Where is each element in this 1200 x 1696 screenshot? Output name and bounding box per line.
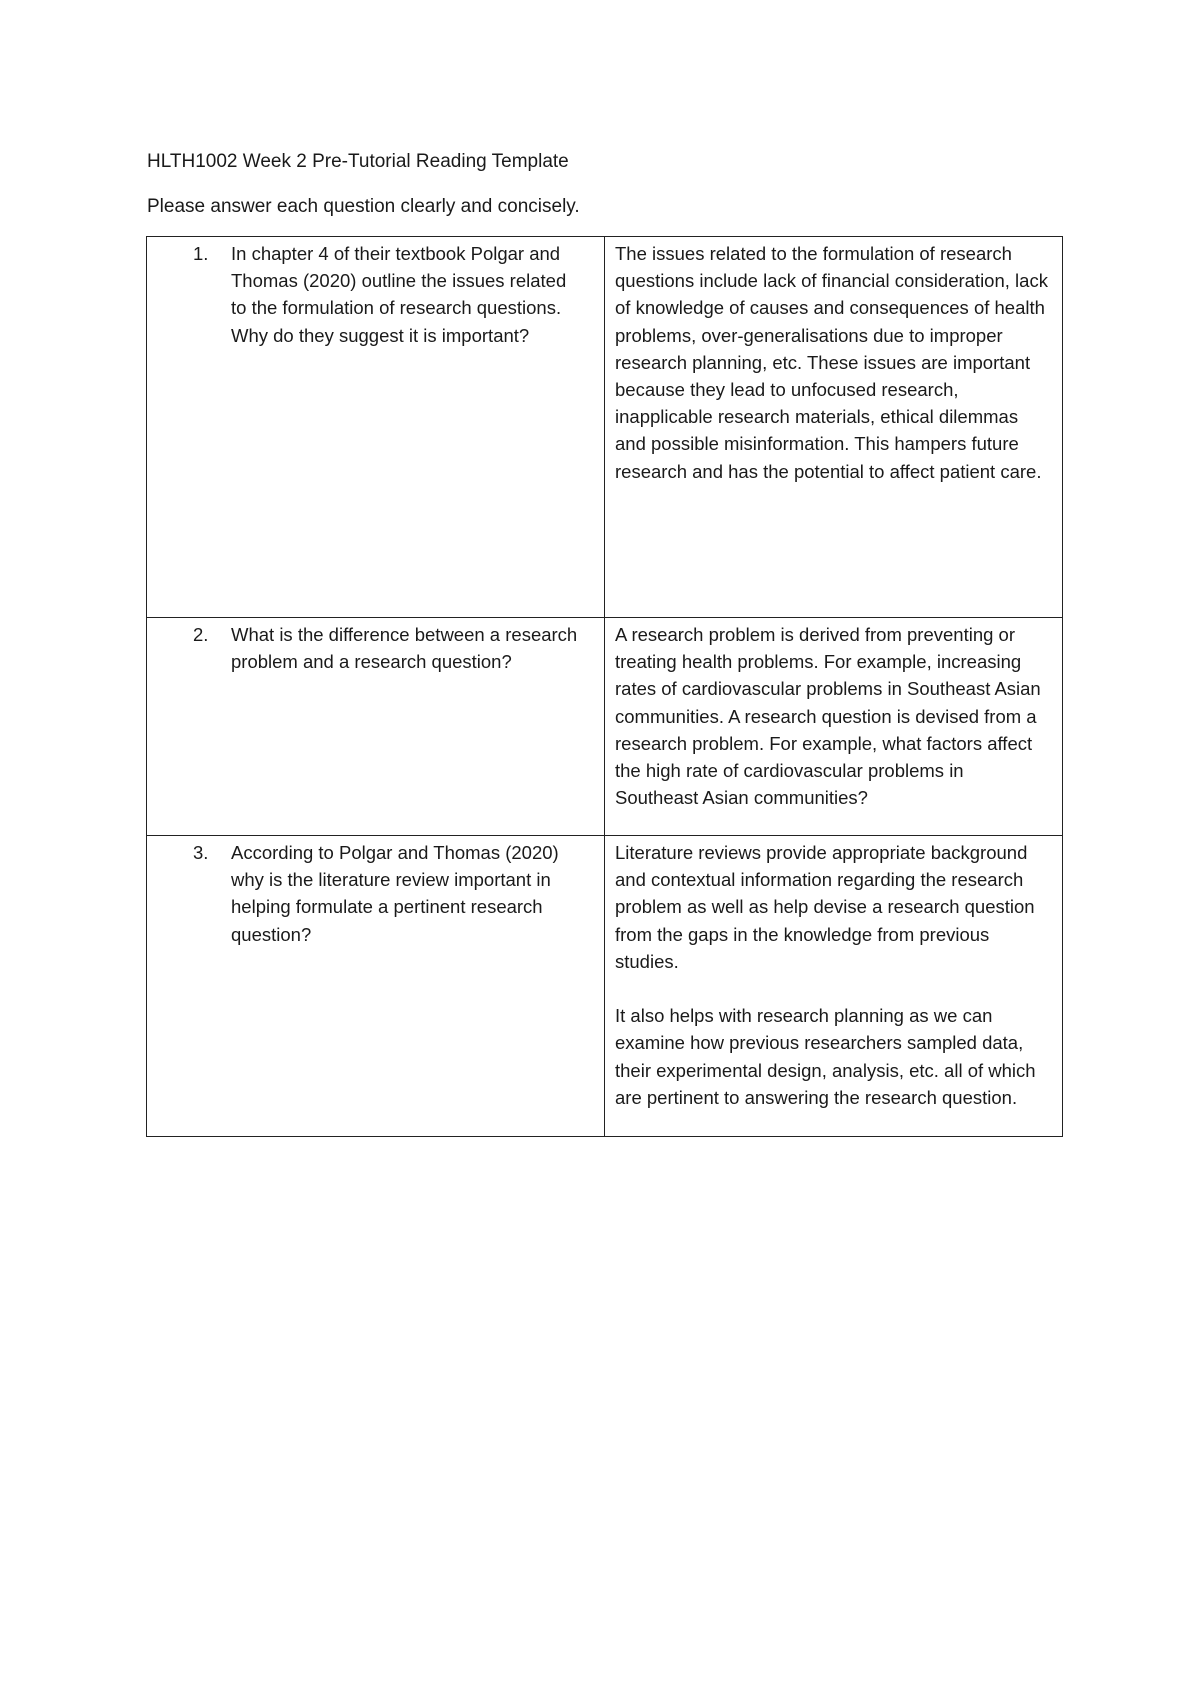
answer-paragraph: The issues related to the formulation of research questions include lack of financial consideration, lack of knowledge of causes and consequences of health problems, over-generalisations due to improper research planning, etc. These issues are important because they lead to unfocused research, inapplicable research materials, ethical dilemmas and possible misinformation. This hampers future research and has the potential to affect patient care. [615,243,1048,482]
question-cell [147,237,605,618]
answer-paragraph: It also helps with research planning as we can examine how previous researchers sampled data, their experimental design, analysis, etc. all of which are pertinent to answering the research question. [615,1005,1036,1108]
answer-paragraph: Literature reviews provide appropriate background and contextual information regarding the research problem as well as help devise a research question from the gaps in the knowledge from previous studies. [615,842,1035,972]
answer-cell [605,618,1063,836]
document-title: HLTH1002 Week 2 Pre-Tutorial Reading Template [147,151,569,172]
question-text: According to Polgar and Thomas (2020) why is the literature review important in helping formulate a pertinent research question? [231,842,559,945]
table-row [147,836,1063,1137]
table-row [147,237,1063,618]
question-number: 1. [193,243,209,264]
question-text: What is the difference between a research problem and a research question? [231,624,578,673]
question-cell [147,618,605,836]
question-cell [147,836,605,1137]
table-row [147,618,1063,836]
question-text: In chapter 4 of their textbook Polgar and Thomas (2020) outline the issues related to the formulation of research questions. Why do they suggest it is important? [231,243,567,346]
answer-cell [605,237,1063,618]
question-number: 2. [193,624,209,645]
document-instructions: Please answer each question clearly and concisely. [147,196,580,217]
question-answer-table [146,236,1063,1137]
answer-cell [605,836,1063,1137]
question-number: 3. [193,842,209,863]
answer-paragraph: A research problem is derived from preventing or treating health problems. For example, increasing rates of cardiovascular problems in Southeast Asian communities. A research question is devised from a research problem. For example, what factors affect the high rate of cardiovascular problems in Southeast Asian communities? [615,624,1041,809]
